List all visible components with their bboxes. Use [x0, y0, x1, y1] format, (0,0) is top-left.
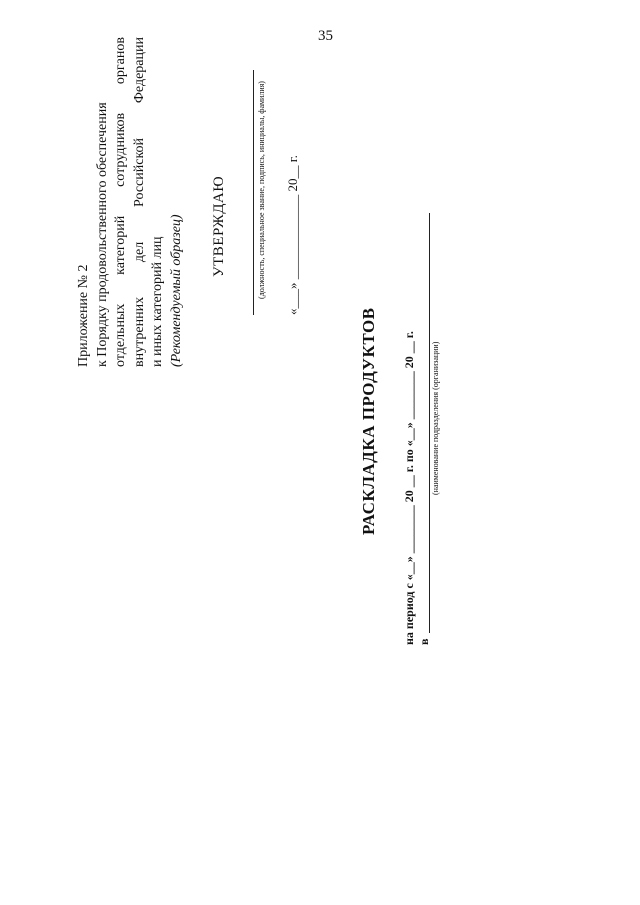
unit-fill-line	[429, 213, 430, 633]
appendix-header	[75, 37, 168, 367]
appendix-line: внутренних дел Российской Федерации	[131, 37, 147, 367]
unit-caption: (наименование подразделения (организации)	[431, 341, 440, 495]
page-number: 35	[318, 28, 333, 44]
approval-date-line: «___» _____________ 20__ г.	[285, 155, 300, 315]
unit-prefix: в	[417, 638, 431, 645]
rotated-document-sheet	[69, 35, 439, 855]
appendix-line: Приложение № 2	[76, 264, 91, 367]
signature-line	[253, 70, 254, 315]
appendix-line: к Порядку продовольственного обеспечения	[94, 102, 110, 367]
sample-note: (Рекомендуемый образец)	[169, 214, 184, 367]
approval-title: УТВЕРЖДАЮ	[211, 175, 227, 277]
document-title: РАСКЛАДКА ПРОДУКТОВ	[359, 307, 378, 535]
period-line: на период с «__» ________ 20 __ г. по «__» ________ 20 __ г.	[402, 331, 416, 645]
appendix-line: и иных категорий лиц	[150, 236, 165, 367]
signature-caption: (должность, специальное звание, подпись, инициалы, фамилия)	[257, 81, 266, 299]
appendix-line: отдельных категорий сотрудников органов	[113, 37, 128, 367]
